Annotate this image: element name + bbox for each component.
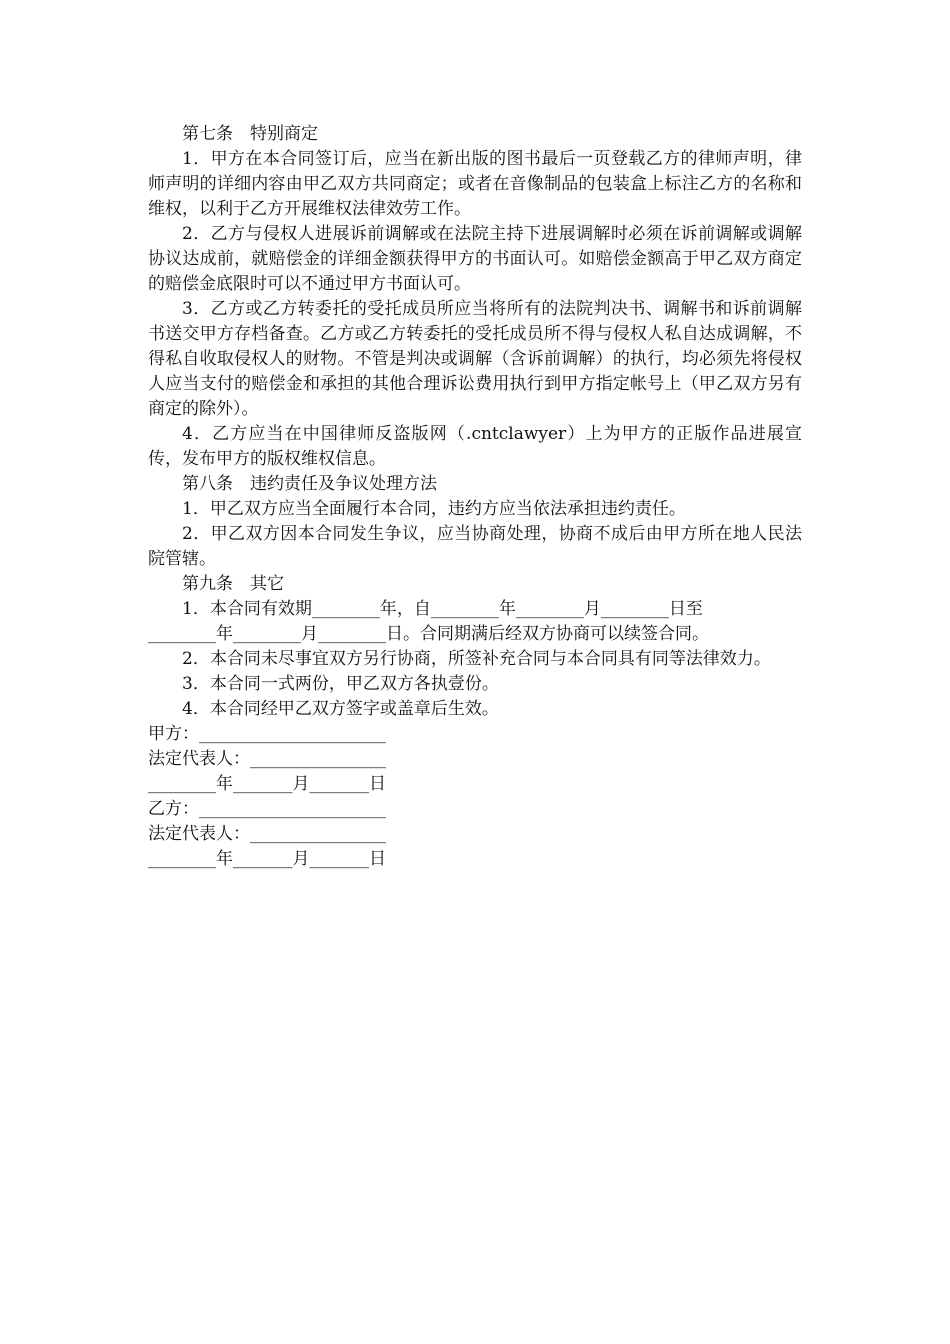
article-9-clause-1-line-1: 1．本合同有效期________年，自________年________月________日至 — [182, 599, 703, 619]
party-a-date-line: ________年_______月_______日 — [148, 774, 386, 794]
article-8-clause-1: 1．甲乙双方应当全面履行本合同，违约方应当依法承担违约责任。 — [182, 499, 686, 519]
article-9-clause-1-line-2: ________年________月________日。合同期满后经双方协商可以续签合同。 — [148, 624, 709, 644]
party-a-signature-line: 甲方：______________________ — [148, 724, 386, 744]
article-9-clause-4: 4．本合同经甲乙双方签字或盖章后生效。 — [182, 699, 499, 719]
article-9-heading: 第九条 其它 — [182, 574, 284, 594]
article-7-clause-2: 2．乙方与侵权人进展诉前调解或在法院主持下进展调解时必须在诉前调解或调解协议达成前，就赔偿金的详细金额获得甲方的书面认可。如赔偿金额高于甲乙双方商定的赔偿金底限时可以不通过甲方书面认可。 — [148, 224, 802, 294]
article-8-clause-2: 2．甲乙双方因本合同发生争议，应当协商处理，协商不成后由甲方所在地人民法院管辖。 — [148, 524, 802, 569]
contract-page — [148, 122, 802, 872]
party-b-representative-line: 法定代表人：________________ — [148, 824, 386, 844]
article-7-clause-4: 4．乙方应当在中国律师反盗版网（.cntclawyer）上为甲方的正版作品进展宣传，发布甲方的版权维权信息。 — [148, 424, 802, 469]
article-8-heading: 第八条 违约责任及争议处理方法 — [182, 474, 437, 494]
party-b-date-line: ________年_______月_______日 — [148, 849, 386, 869]
article-7-heading: 第七条 特别商定 — [182, 124, 318, 144]
article-9-clause-2: 2．本合同未尽事宜双方另行协商，所签补充合同与本合同具有同等法律效力。 — [182, 649, 771, 669]
article-7-clause-1: 1．甲方在本合同签订后，应当在新出版的图书最后一页登载乙方的律师声明，律师声明的详细内容由甲乙双方共同商定；或者在音像制品的包装盒上标注乙方的名称和维权，以利于乙方开展维权法律效劳工作。 — [148, 149, 802, 219]
article-7-clause-3: 3．乙方或乙方转委托的受托成员所应当将所有的法院判决书、调解书和诉前调解书送交甲方存档备查。乙方或乙方转委托的受托成员所不得与侵权人私自达成调解，不得私自收取侵权人的财物。不管是判决或调解（含诉前调解）的执行，均必须先将侵权人应当支付的赔偿金和承担的其他合理诉讼费用执行到甲方指定帐号上（甲乙双方另有商定的除外）。 — [148, 299, 802, 419]
party-b-signature-line: 乙方：______________________ — [148, 799, 386, 819]
article-9-clause-3: 3．本合同一式两份，甲乙双方各执壹份。 — [182, 674, 499, 694]
party-a-representative-line: 法定代表人：________________ — [148, 749, 386, 769]
